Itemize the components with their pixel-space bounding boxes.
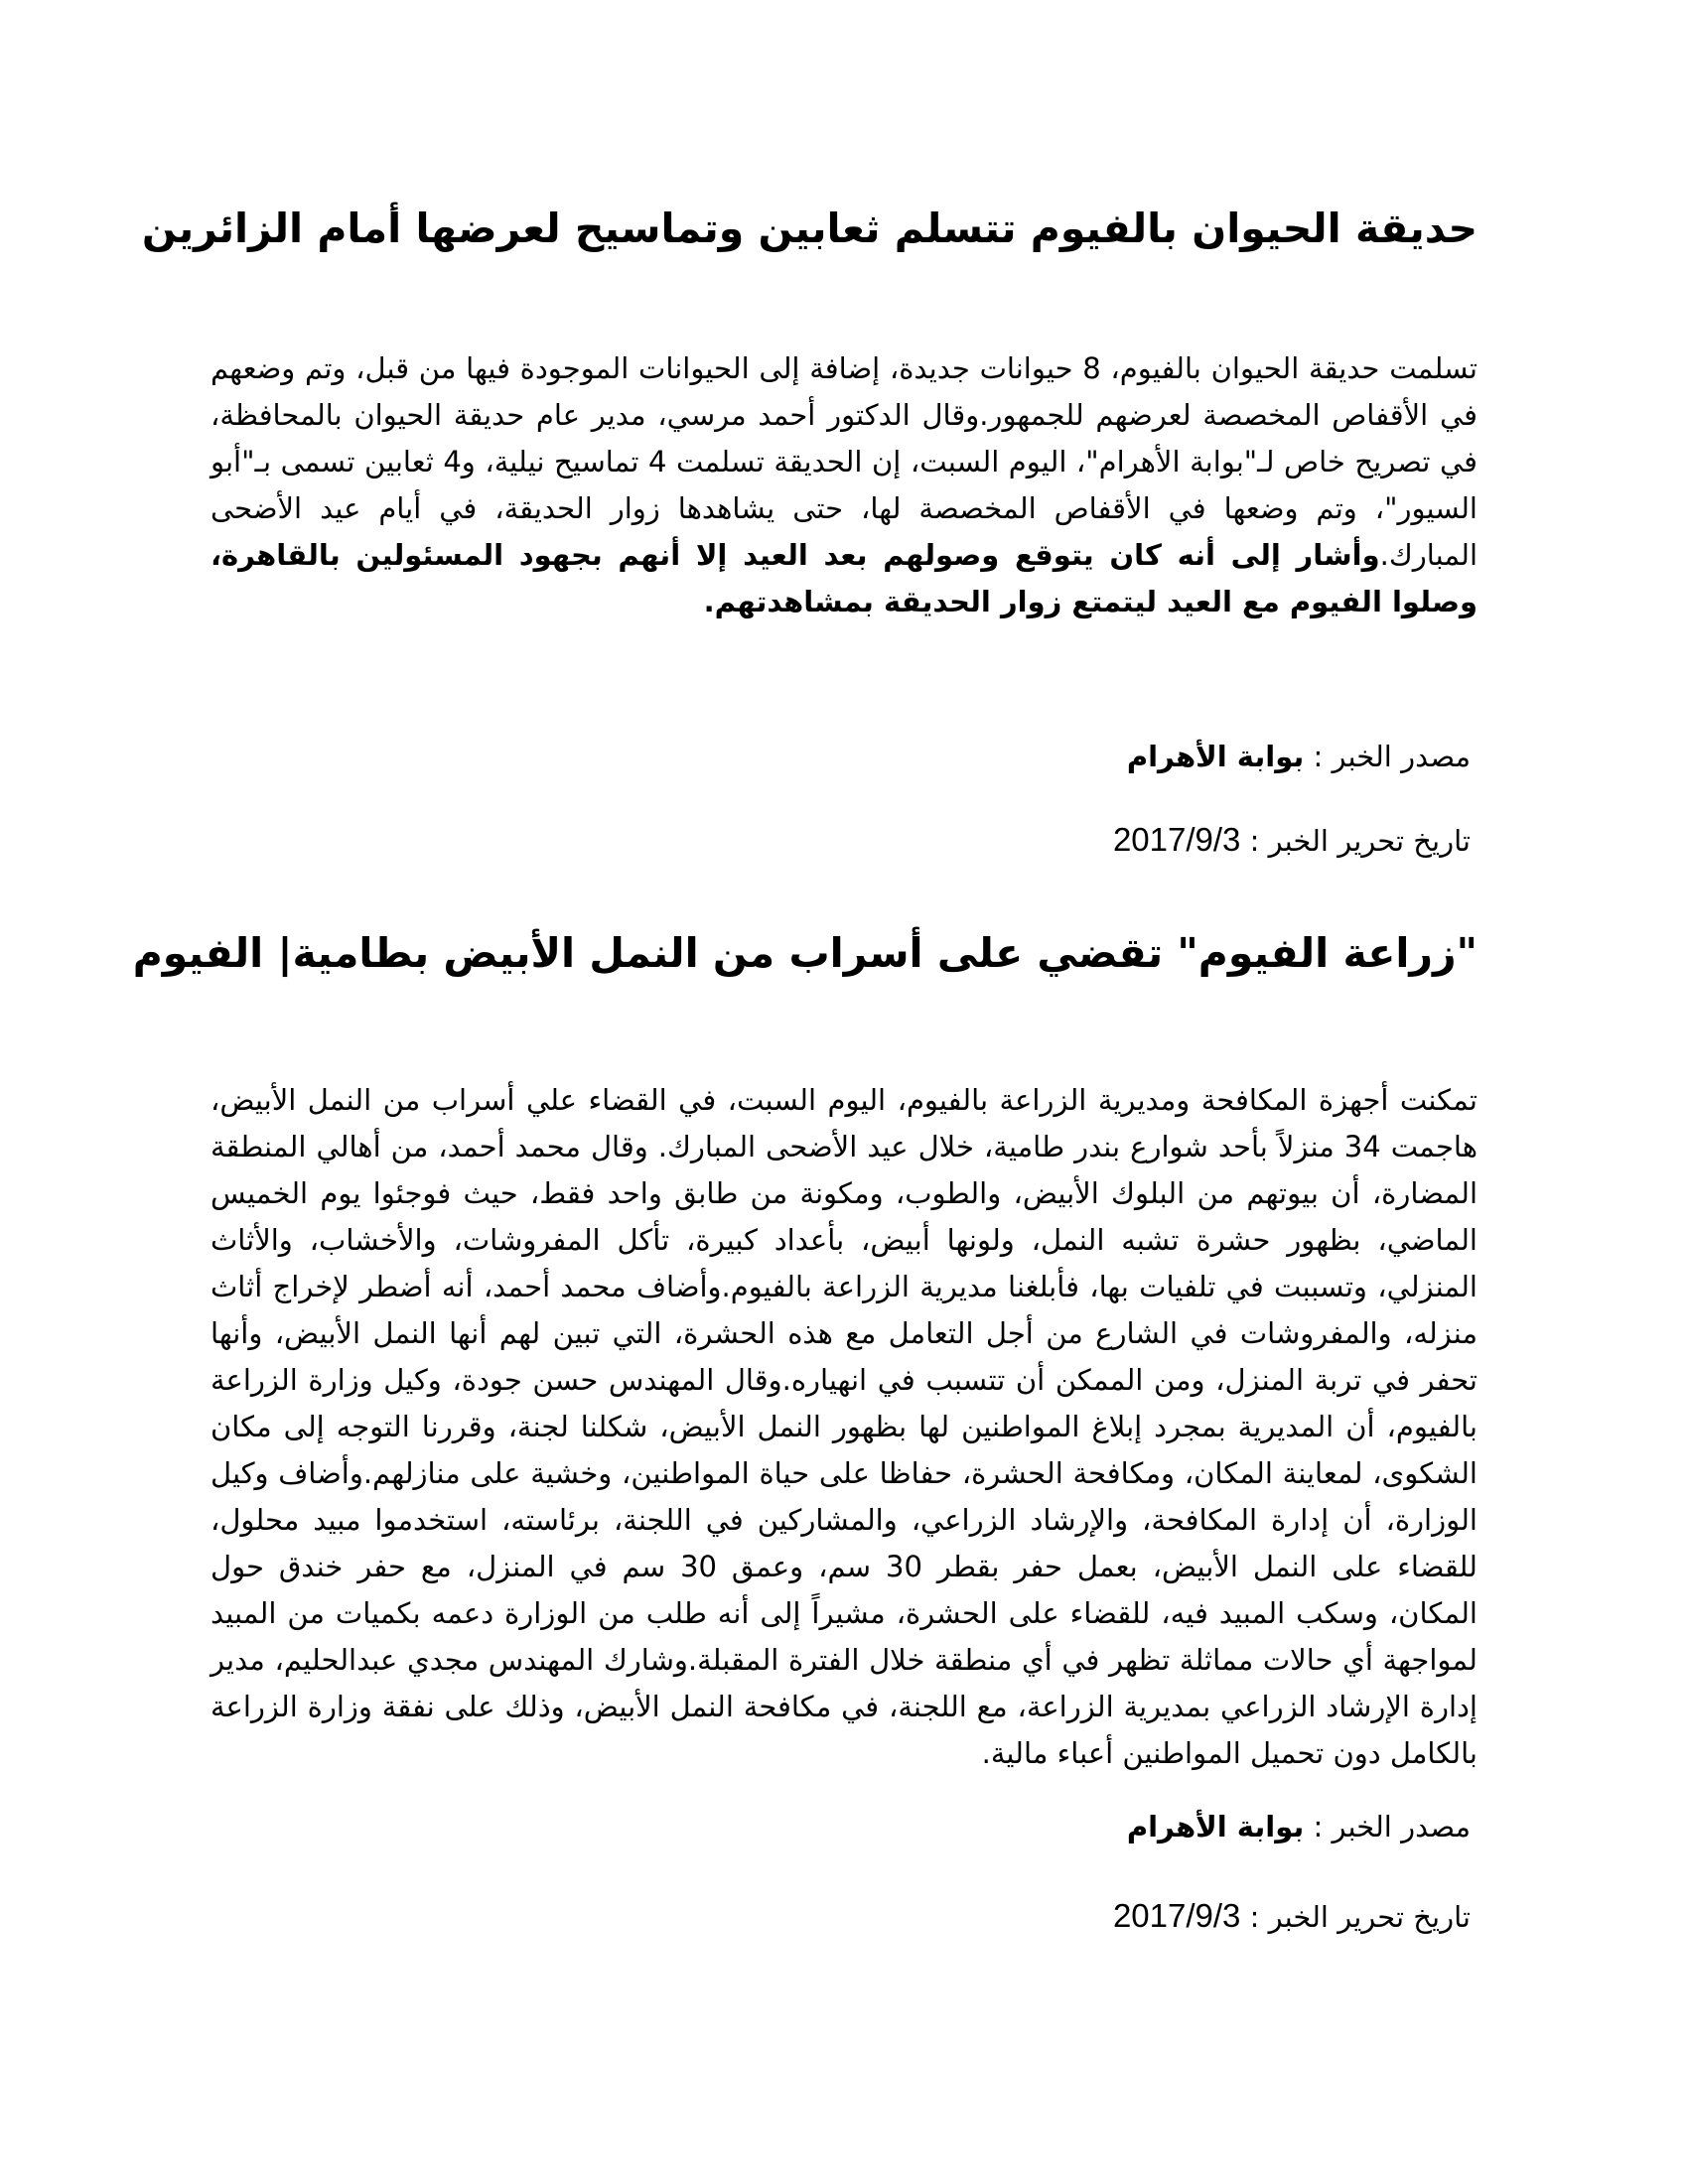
news-source-value: بوابة الأهرام bbox=[1126, 1810, 1305, 1843]
edit-date-label: تاريخ تحرير الخبر : bbox=[1240, 824, 1471, 858]
news-source-line bbox=[211, 1805, 1477, 1848]
edit-date-value: 2017/9/3 bbox=[1112, 821, 1241, 858]
article-body-text: تسلمت حديقة الحيوان بالفيوم، 8 حيوانات جديدة، إضافة إلى الحيوانات الموجودة فيها من قبل، وتم وضعهم في الأقفاص المخصصة لعرضهم للجمهور.وقال الدكتور أحمد مرسي، مدير عام حديقة الحيوان بالمحافظة، في تصريح خاص لـ"بوابة الأهرام"، اليوم السبت، إن الحديقة تسلمت 4 تماسيح نيلية، و4 ثعابين تسمى بـ"أبو السيور"، وتم وضعها في الأقفاص المخصصة لها، حتى يشاهدها زوار الحديقة، في أيام عيد الأضحى المبارك. bbox=[211, 351, 1477, 572]
article-body bbox=[211, 345, 1477, 625]
article-headline: "زراعة الفيوم" تقضي على أسراب من النمل الأبيض بطامية| الفيوم bbox=[132, 929, 1477, 977]
edit-date-line bbox=[211, 1894, 1477, 1939]
news-source-value: بوابة الأهرام bbox=[1126, 740, 1305, 773]
news-article bbox=[141, 199, 1477, 863]
news-article bbox=[132, 923, 1477, 1939]
news-source-label: مصدر الخبر : bbox=[1304, 1810, 1471, 1843]
news-source-line bbox=[211, 735, 1477, 778]
edit-date-label: تاريخ تحرير الخبر : bbox=[1240, 1900, 1471, 1934]
article-body-bold-text: وأشار إلى أنه كان يتوقع وصولهم بعد العيد إلا أنهم بجهود المسئولين بالقاهرة، وصلوا الفيوم مع العيد ليتمتع زوار الحديقة بمشاهدتهم. bbox=[211, 538, 1477, 618]
article-body bbox=[211, 1077, 1477, 1777]
article-headline: حديقة الحيوان بالفيوم تتسلم ثعابين وتماسيح لعرضها أمام الزائرين bbox=[141, 205, 1477, 252]
edit-date-value: 2017/9/3 bbox=[1112, 1897, 1241, 1934]
article-body-text: تمكنت أجهزة المكافحة ومديرية الزراعة بالفيوم، اليوم السبت، في القضاء علي أسراب من النمل الأبيض، هاجمت 34 منزلاً بأحد شوارع بندر طامية، خلال عيد الأضحى المبارك. وقال محمد أحمد، من أهالي المنطقة المضارة، أن بيوتهم من البلوك الأبيض، والطوب، ومكونة من طابق واحد فقط، حيث فوجئوا يوم الخميس الماضي، بظهور حشرة تشبه النمل، ولونها أبيض، بأعداد كبيرة، تأكل المفروشات، والأخشاب، والأثاث المنزلي، وتسببت في تلفيات بها، فأبلغنا مديرية الزراعة بالفيوم.وأضاف محمد أحمد، أنه أضطر لإخراج أثاث منزله، والمفروشات في الشارع من أجل التعامل مع هذه الحشرة، التي تبين لهم أنها النمل الأبيض، وأنها تحفر في تربة المنزل، ومن الممكن أن تتسبب في انهياره.وقال المهندس حسن جودة، وكيل وزارة الزراعة بالفيوم، أن المديرية بمجرد إبلاغ المواطنين لها بظهور النمل الأبيض، شكلنا لجنة، وقررنا التوجه إلى مكان الشكوى، لمعاينة المكان، ومكافحة الحشرة، حفاظا على حياة المواطنين، وخشية على منازلهم.وأضاف وكيل الوزارة، أن إدارة المكافحة، والإرشاد الزراعي، والمشاركين في اللجنة، برئاسته، استخدموا مبيد محلول، للقضاء على النمل الأبيض، بعمل حفر بقطر 30 سم، وعمق 30 سم في المنزل، مع حفر خندق حول المكان، وسكب المبيد فيه، للقضاء على الحشرة، مشيراً إلى أنه طلب من الوزارة دعمه بكميات من المبيد لمواجهة أي حالات مماثلة تظهر في أي منطقة خلال الفترة المقبلة.وشارك المهندس مجدي عبدالحليم، مدير إدارة الإرشاد الزراعي بمديرية الزراعة، مع اللجنة، في مكافحة النمل الأبيض، وذلك على نفقة وزارة الزراعة بالكامل دون تحميل المواطنين أعباء مالية. bbox=[211, 1083, 1477, 1770]
news-source-label: مصدر الخبر : bbox=[1304, 740, 1471, 773]
edit-date-line bbox=[211, 818, 1477, 863]
